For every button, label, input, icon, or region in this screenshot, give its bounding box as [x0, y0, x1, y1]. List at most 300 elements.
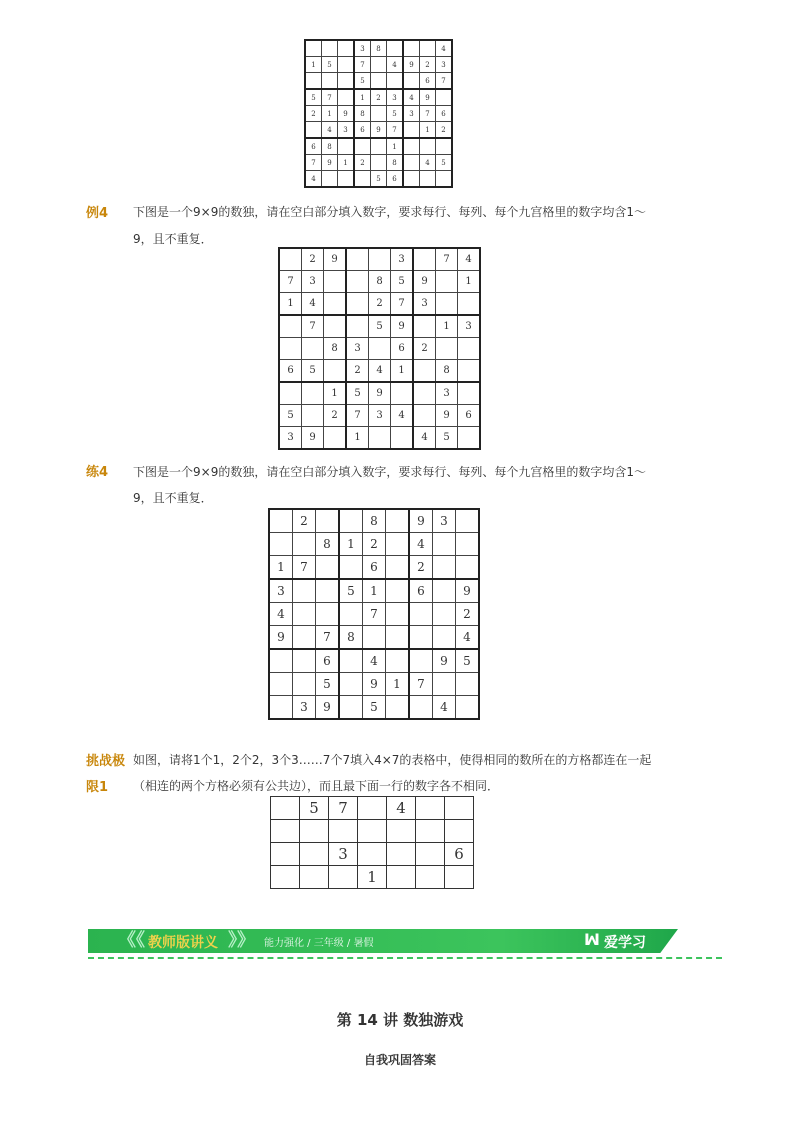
grid-cell	[433, 533, 456, 556]
grid-cell	[403, 171, 420, 188]
grid-cell: 6	[305, 138, 322, 155]
grid-cell: 4	[369, 360, 391, 383]
grid-cell: 8	[387, 155, 404, 171]
grid-cell: 9	[338, 106, 355, 122]
practice4-label: 练4	[86, 465, 109, 480]
grid-cell	[409, 696, 433, 720]
grid-cell: 3	[433, 509, 456, 533]
grid-cell: 7	[329, 797, 358, 820]
grid-cell: 6	[387, 171, 404, 188]
grid-cell	[302, 382, 324, 405]
grid-cell: 5	[300, 797, 329, 820]
grid-cell: 9	[433, 649, 456, 673]
grid-cell: 3	[329, 843, 358, 866]
grid-cell: 3	[354, 40, 371, 57]
grid-cell	[329, 820, 358, 843]
grid-cell	[271, 843, 300, 866]
grid-row	[305, 73, 452, 90]
grid-cell: 4	[302, 293, 324, 316]
grid-cell	[324, 271, 347, 293]
grid-cell	[354, 171, 371, 188]
grid-cell	[369, 248, 391, 271]
grid-cell	[346, 293, 369, 316]
grid-row	[279, 427, 480, 450]
grid-cell: 8	[436, 360, 458, 383]
grid-cell	[324, 293, 347, 316]
grid-row	[279, 293, 480, 316]
grid-cell: 4	[363, 649, 386, 673]
grid-cell	[358, 843, 387, 866]
grid-cell	[300, 843, 329, 866]
grid-cell	[420, 138, 436, 155]
grid-cell: 7	[354, 57, 371, 73]
banner-tags: 能力强化 / 三年级 / 暑假	[264, 938, 374, 949]
grid-cell	[391, 382, 414, 405]
grid-row	[305, 40, 452, 57]
footer-banner	[88, 929, 678, 953]
grid-cell: 7	[316, 626, 340, 650]
grid-cell	[316, 579, 340, 603]
grid-cell: 8	[354, 106, 371, 122]
grid-cell	[322, 171, 338, 188]
grid-cell	[316, 509, 340, 533]
grid-cell	[339, 556, 363, 580]
grid-cell: 7	[420, 106, 436, 122]
grid-cell	[387, 843, 416, 866]
grid-cell	[371, 155, 387, 171]
grid-cell: 5	[363, 696, 386, 720]
grid-cell	[416, 820, 445, 843]
grid-cell	[458, 293, 481, 316]
grid-cell: 2	[305, 106, 322, 122]
grid-cell: 1	[269, 556, 293, 580]
grid-cell: 6	[354, 122, 371, 139]
grid-cell	[436, 338, 458, 360]
grid-cell	[386, 696, 410, 720]
grid-cell	[386, 626, 410, 650]
grid-cell	[279, 248, 302, 271]
grid-cell: 2	[293, 509, 316, 533]
grid-cell	[305, 73, 322, 90]
grid-cell	[324, 315, 347, 338]
grid-row	[271, 820, 474, 843]
grid-cell	[316, 556, 340, 580]
grid-cell: 4	[387, 797, 416, 820]
grid-row	[279, 360, 480, 383]
grid-cell: 7	[346, 405, 369, 427]
grid-cell: 3	[436, 57, 453, 73]
grid-cell: 7	[322, 89, 338, 106]
grid-cell	[403, 73, 420, 90]
grid-cell: 1	[363, 579, 386, 603]
grid-cell: 8	[369, 271, 391, 293]
sudoku-grid-top	[304, 39, 453, 188]
grid-cell: 5	[346, 382, 369, 405]
grid-cell	[445, 797, 474, 820]
grid-cell: 1	[339, 533, 363, 556]
grid-cell	[358, 797, 387, 820]
grid-cell: 6	[391, 338, 414, 360]
grid-cell	[338, 57, 355, 73]
grid-cell: 5	[387, 106, 404, 122]
grid-4x7-challenge	[270, 796, 474, 889]
grid-cell: 2	[409, 556, 433, 580]
grid-cell	[436, 271, 458, 293]
grid-cell: 5	[436, 427, 458, 450]
grid-cell: 9	[316, 696, 340, 720]
grid-cell	[329, 866, 358, 889]
grid-cell	[271, 820, 300, 843]
grid-cell: 8	[371, 40, 387, 57]
grid-row	[305, 155, 452, 171]
grid-cell	[409, 626, 433, 650]
grid-cell	[436, 89, 453, 106]
grid-cell	[338, 171, 355, 188]
grid-cell: 8	[316, 533, 340, 556]
grid-cell	[302, 405, 324, 427]
grid-cell	[403, 40, 420, 57]
grid-cell: 6	[316, 649, 340, 673]
grid-cell: 4	[269, 603, 293, 626]
grid-cell: 2	[420, 57, 436, 73]
grid-cell	[436, 138, 453, 155]
grid-cell: 3	[387, 89, 404, 106]
grid-cell: 2	[369, 293, 391, 316]
grid-cell	[338, 40, 355, 57]
grid-cell	[346, 315, 369, 338]
grid-cell: 8	[363, 509, 386, 533]
grid-row	[269, 533, 479, 556]
grid-cell	[371, 106, 387, 122]
grid-row	[269, 696, 479, 720]
grid-cell	[279, 382, 302, 405]
grid-cell: 9	[302, 427, 324, 450]
grid-cell	[386, 603, 410, 626]
grid-cell	[293, 626, 316, 650]
grid-cell: 5	[391, 271, 414, 293]
grid-cell: 4	[420, 155, 436, 171]
lecture-subtitle: 自我巩固答案	[363, 1053, 436, 1067]
grid-cell: 4	[403, 89, 420, 106]
grid-cell: 9	[391, 315, 414, 338]
grid-cell	[420, 40, 436, 57]
grid-cell	[386, 533, 410, 556]
grid-cell	[338, 73, 355, 90]
grid-row	[279, 338, 480, 360]
grid-cell: 5	[316, 673, 340, 696]
sudoku-grid-example4	[278, 247, 481, 450]
grid-cell: 5	[369, 315, 391, 338]
grid-cell	[458, 427, 481, 450]
grid-cell: 4	[458, 248, 481, 271]
grid-cell	[371, 138, 387, 155]
grid-cell	[371, 57, 387, 73]
grid-cell: 1	[324, 382, 347, 405]
grid-cell	[269, 696, 293, 720]
grid-cell: 7	[436, 73, 453, 90]
grid-row	[271, 866, 474, 889]
grid-cell: 3	[458, 315, 481, 338]
grid-cell	[413, 315, 436, 338]
grid-cell	[413, 382, 436, 405]
grid-cell: 5	[456, 649, 480, 673]
grid-cell: 1	[358, 866, 387, 889]
grid-cell: 3	[369, 405, 391, 427]
grid-cell	[293, 649, 316, 673]
grid-cell	[413, 360, 436, 383]
chevron-right-icon: 》》	[228, 930, 255, 951]
grid-cell: 5	[322, 57, 338, 73]
grid-cell: 4	[409, 533, 433, 556]
grid-cell: 7	[279, 271, 302, 293]
grid-cell	[436, 171, 453, 188]
chevron-left-icon: 《《	[118, 930, 145, 951]
grid-cell	[339, 696, 363, 720]
grid-cell	[458, 338, 481, 360]
grid-cell: 7	[436, 248, 458, 271]
grid-cell	[269, 649, 293, 673]
grid-cell: 6	[409, 579, 433, 603]
grid-cell	[387, 73, 404, 90]
challenge1-text-line2: （相连的两个方格必须有公共边），而且最下面一行的数字各不相同．	[133, 779, 500, 793]
grid-cell	[409, 649, 433, 673]
grid-cell: 6	[363, 556, 386, 580]
grid-cell: 3	[346, 338, 369, 360]
grid-cell	[369, 427, 391, 450]
grid-cell	[456, 533, 480, 556]
grid-cell: 2	[302, 248, 324, 271]
challenge1-label-line2: 限1	[86, 780, 109, 795]
grid-cell	[456, 509, 480, 533]
grid-row	[305, 122, 452, 139]
grid-cell	[420, 171, 436, 188]
grid-cell: 4	[413, 427, 436, 450]
grid-row	[279, 271, 480, 293]
grid-row	[269, 579, 479, 603]
practice4-text-line2: 9，且不重复．	[133, 491, 213, 505]
grid-cell: 7	[391, 293, 414, 316]
grid-cell	[433, 603, 456, 626]
grid-cell: 3	[269, 579, 293, 603]
grid-cell	[269, 673, 293, 696]
grid-cell	[300, 820, 329, 843]
grid-row	[305, 89, 452, 106]
grid-cell	[363, 626, 386, 650]
grid-row	[269, 673, 479, 696]
grid-cell: 7	[302, 315, 324, 338]
grid-cell	[346, 248, 369, 271]
grid-cell	[358, 820, 387, 843]
grid-row	[305, 138, 452, 155]
grid-cell: 7	[293, 556, 316, 580]
grid-cell	[338, 89, 355, 106]
grid-row	[279, 382, 480, 405]
grid-cell: 7	[363, 603, 386, 626]
grid-cell: 9	[369, 382, 391, 405]
grid-cell: 1	[279, 293, 302, 316]
grid-cell: 9	[269, 626, 293, 650]
grid-cell	[371, 73, 387, 90]
grid-cell	[346, 271, 369, 293]
brand-teacher-edition: 教师版讲义	[148, 935, 218, 951]
grid-cell: 3	[403, 106, 420, 122]
grid-cell	[354, 138, 371, 155]
grid-cell	[338, 138, 355, 155]
grid-cell	[445, 866, 474, 889]
grid-cell	[302, 338, 324, 360]
grid-cell	[456, 696, 480, 720]
grid-cell	[433, 626, 456, 650]
grid-cell: 4	[456, 626, 480, 650]
grid-cell: 5	[436, 155, 453, 171]
grid-row	[305, 171, 452, 188]
grid-cell	[305, 122, 322, 139]
grid-cell: 3	[391, 248, 414, 271]
grid-cell: 5	[371, 171, 387, 188]
grid-cell	[269, 533, 293, 556]
grid-cell: 5	[339, 579, 363, 603]
grid-cell: 2	[436, 122, 453, 139]
grid-row	[269, 509, 479, 533]
grid-cell: 4	[322, 122, 338, 139]
grid-cell: 8	[324, 338, 347, 360]
grid-cell: 1	[458, 271, 481, 293]
grid-cell: 9	[371, 122, 387, 139]
grid-cell: 1	[346, 427, 369, 450]
grid-row	[305, 106, 452, 122]
grid-cell: 2	[413, 338, 436, 360]
grid-cell: 4	[387, 57, 404, 73]
grid-cell	[339, 649, 363, 673]
grid-cell: 5	[279, 405, 302, 427]
grid-cell	[433, 673, 456, 696]
grid-cell: 7	[387, 122, 404, 139]
grid-cell	[387, 866, 416, 889]
grid-cell	[324, 360, 347, 383]
grid-cell	[305, 40, 322, 57]
grid-cell: 6	[436, 106, 453, 122]
grid-cell: 6	[279, 360, 302, 383]
grid-cell	[293, 533, 316, 556]
grid-cell: 8	[339, 626, 363, 650]
grid-cell	[403, 155, 420, 171]
grid-row	[269, 649, 479, 673]
dashed-divider	[88, 957, 722, 959]
grid-cell	[458, 382, 481, 405]
grid-cell	[409, 603, 433, 626]
grid-cell: 3	[338, 122, 355, 139]
grid-cell: 2	[456, 603, 480, 626]
grid-cell	[413, 405, 436, 427]
grid-cell	[413, 248, 436, 271]
grid-cell	[387, 820, 416, 843]
grid-cell: 1	[322, 106, 338, 122]
grid-cell	[386, 509, 410, 533]
grid-cell	[403, 122, 420, 139]
grid-cell: 4	[305, 171, 322, 188]
grid-row	[279, 405, 480, 427]
grid-cell: 1	[386, 673, 410, 696]
grid-cell	[271, 797, 300, 820]
grid-cell	[322, 40, 338, 57]
grid-cell	[322, 73, 338, 90]
lecture-title: 第 14 讲 数独游戏	[336, 1011, 464, 1029]
grid-cell: 2	[363, 533, 386, 556]
grid-cell: 8	[322, 138, 338, 155]
grid-cell	[324, 427, 347, 450]
challenge1-label-line1: 挑战极	[86, 754, 126, 769]
grid-cell: 7	[305, 155, 322, 171]
grid-cell: 1	[387, 138, 404, 155]
grid-cell: 6	[420, 73, 436, 90]
grid-cell	[386, 556, 410, 580]
grid-row	[305, 57, 452, 73]
grid-cell	[456, 556, 480, 580]
grid-cell	[403, 138, 420, 155]
grid-cell	[416, 843, 445, 866]
grid-cell	[445, 820, 474, 843]
grid-cell	[391, 427, 414, 450]
grid-cell: 9	[413, 271, 436, 293]
grid-cell: 3	[279, 427, 302, 450]
grid-cell	[339, 673, 363, 696]
grid-cell: 6	[445, 843, 474, 866]
example4-text-line2: 9，且不重复．	[133, 232, 213, 246]
grid-cell	[293, 579, 316, 603]
grid-cell: 2	[371, 89, 387, 106]
brand-name: 爱学习	[604, 935, 646, 951]
challenge1-text-line1: 如图，请将1个1，2个2，3个3……7个7填入4×7的表格中，使得相同的数所在的方格都连在一起	[133, 753, 652, 767]
grid-cell: 1	[354, 89, 371, 106]
grid-cell	[271, 866, 300, 889]
grid-cell	[458, 360, 481, 383]
grid-row	[279, 248, 480, 271]
grid-cell: 5	[305, 89, 322, 106]
grid-cell	[416, 797, 445, 820]
grid-cell	[433, 579, 456, 603]
grid-cell	[316, 603, 340, 626]
grid-cell: 1	[420, 122, 436, 139]
grid-cell	[339, 509, 363, 533]
grid-cell	[300, 866, 329, 889]
grid-cell: 4	[433, 696, 456, 720]
grid-cell: 2	[346, 360, 369, 383]
grid-cell	[339, 603, 363, 626]
grid-cell	[456, 673, 480, 696]
grid-cell: 9	[322, 155, 338, 171]
grid-cell: 9	[456, 579, 480, 603]
grid-row	[271, 797, 474, 820]
grid-cell: 9	[403, 57, 420, 73]
grid-row	[279, 315, 480, 338]
grid-cell	[386, 649, 410, 673]
grid-cell: 3	[302, 271, 324, 293]
grid-cell: 4	[391, 405, 414, 427]
grid-row	[269, 626, 479, 650]
grid-cell	[416, 866, 445, 889]
grid-cell: 3	[436, 382, 458, 405]
grid-cell	[279, 338, 302, 360]
grid-cell: 9	[436, 405, 458, 427]
grid-cell	[433, 556, 456, 580]
grid-cell: 9	[409, 509, 433, 533]
practice4-text-line1: 下图是一个9×9的数独，请在空白部分填入数字，要求每行、每列、每个九宫格里的数字均含1～	[133, 465, 646, 479]
grid-cell	[369, 338, 391, 360]
grid-cell: 7	[409, 673, 433, 696]
grid-row	[271, 843, 474, 866]
grid-row	[269, 556, 479, 580]
grid-cell	[293, 603, 316, 626]
